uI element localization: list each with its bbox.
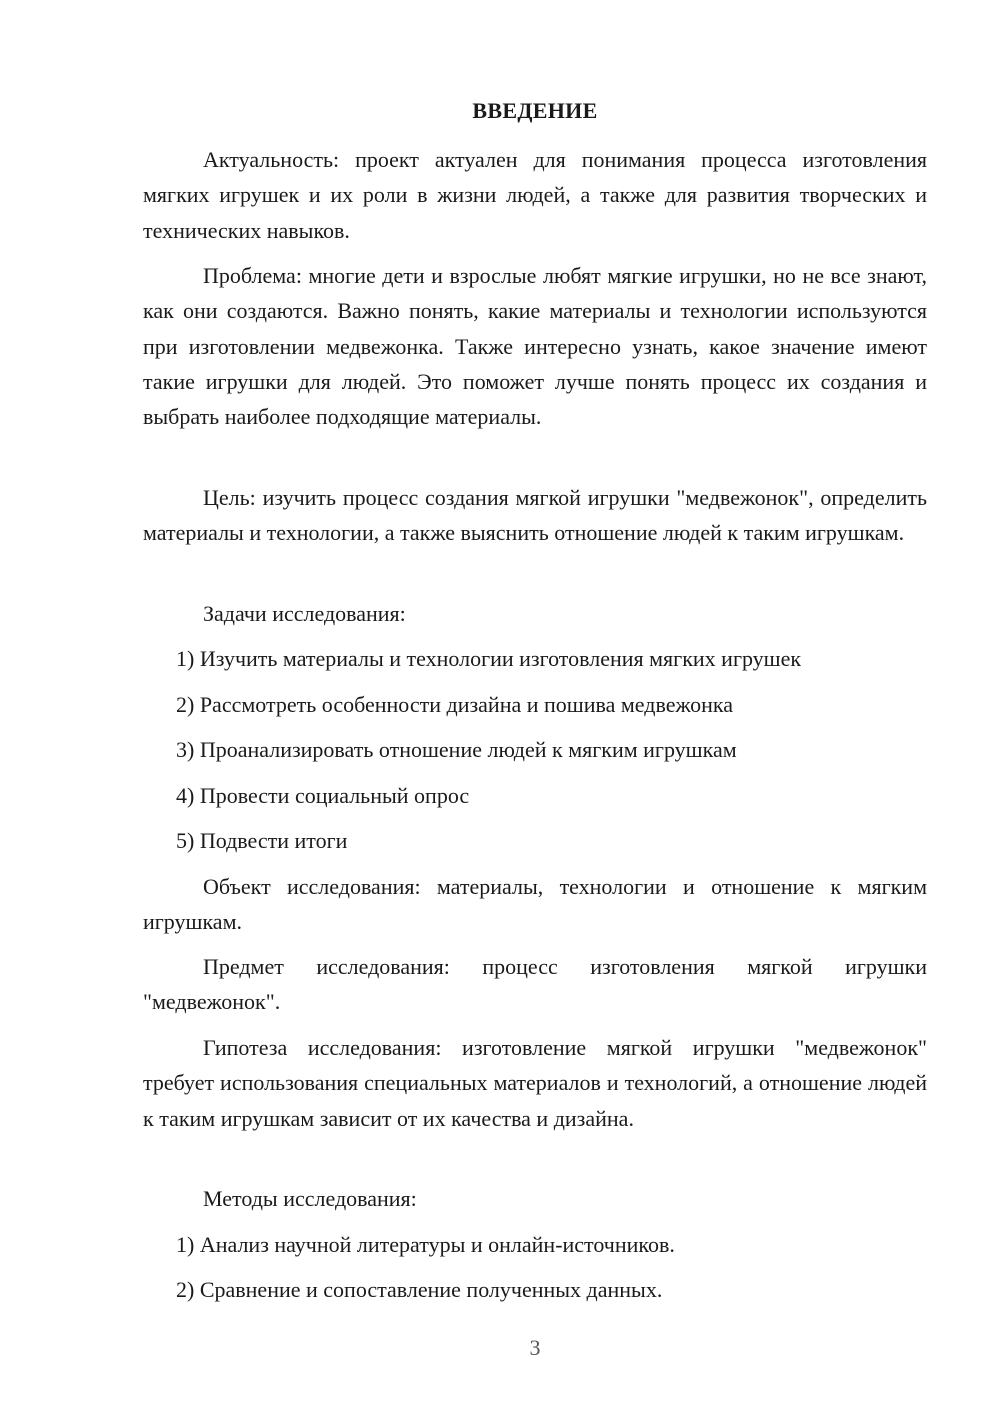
method-item: 2) Сравнение и сопоставление полученных данных.: [176, 1277, 663, 1302]
tasks-heading: Задачи исследования:: [203, 601, 406, 626]
task-item: 1) Изучить материалы и технологии изготовления мягких игрушек: [176, 646, 802, 671]
task-item: 2) Рассмотреть особенности дизайна и пошива медвежонка: [176, 692, 734, 717]
method-item: 1) Анализ научной литературы и онлайн-источников.: [176, 1232, 675, 1257]
object-paragraph: Объект исследования: материалы, технологии и отношение к мягким игрушкам.: [143, 874, 927, 935]
page-title: ВВЕДЕНИЕ: [472, 98, 598, 123]
document-page: [143, 0, 927, 1414]
subject-paragraph: Предмет исследования: процесс изготовления мягкой игрушки "медвежонок".: [143, 954, 927, 1015]
task-item: 5) Подвести итоги: [176, 828, 348, 853]
task-item: 3) Проанализировать отношение людей к мягким игрушкам: [176, 737, 737, 762]
methods-heading: Методы исследования:: [203, 1186, 417, 1211]
hypothesis-paragraph: Гипотеза исследования: изготовление мягкой игрушки "медвежонок" требует использования специальных материалов и технологий, а отношение людей к таким игрушкам зависит от их качества и дизайна.: [143, 1035, 927, 1131]
task-item: 4) Провести социальный опрос: [176, 783, 470, 808]
goal-paragraph: Цель: изучить процесс создания мягкой игрушки "медвежонок", определить материалы и технологии, а также выяснить отношение людей к таким игрушкам.: [143, 485, 927, 546]
relevance-paragraph: Актуальность: проект актуален для понимания процесса изготовления мягких игрушек и их роли в жизни людей, а также для развития творческих и технических навыков.: [143, 147, 927, 243]
page-number: 3: [529, 1335, 541, 1360]
problem-paragraph: Проблема: многие дети и взрослые любят мягкие игрушки, но не все знают, как они создаются. Важно понять, какие материалы и технологии используются при изготовлении медвежонка. Также интересно узнать, какое значение имеют такие игрушки для людей. Это поможет лучше понять процесс их создания и выбрать наиболее подходящие материалы.: [143, 263, 927, 430]
